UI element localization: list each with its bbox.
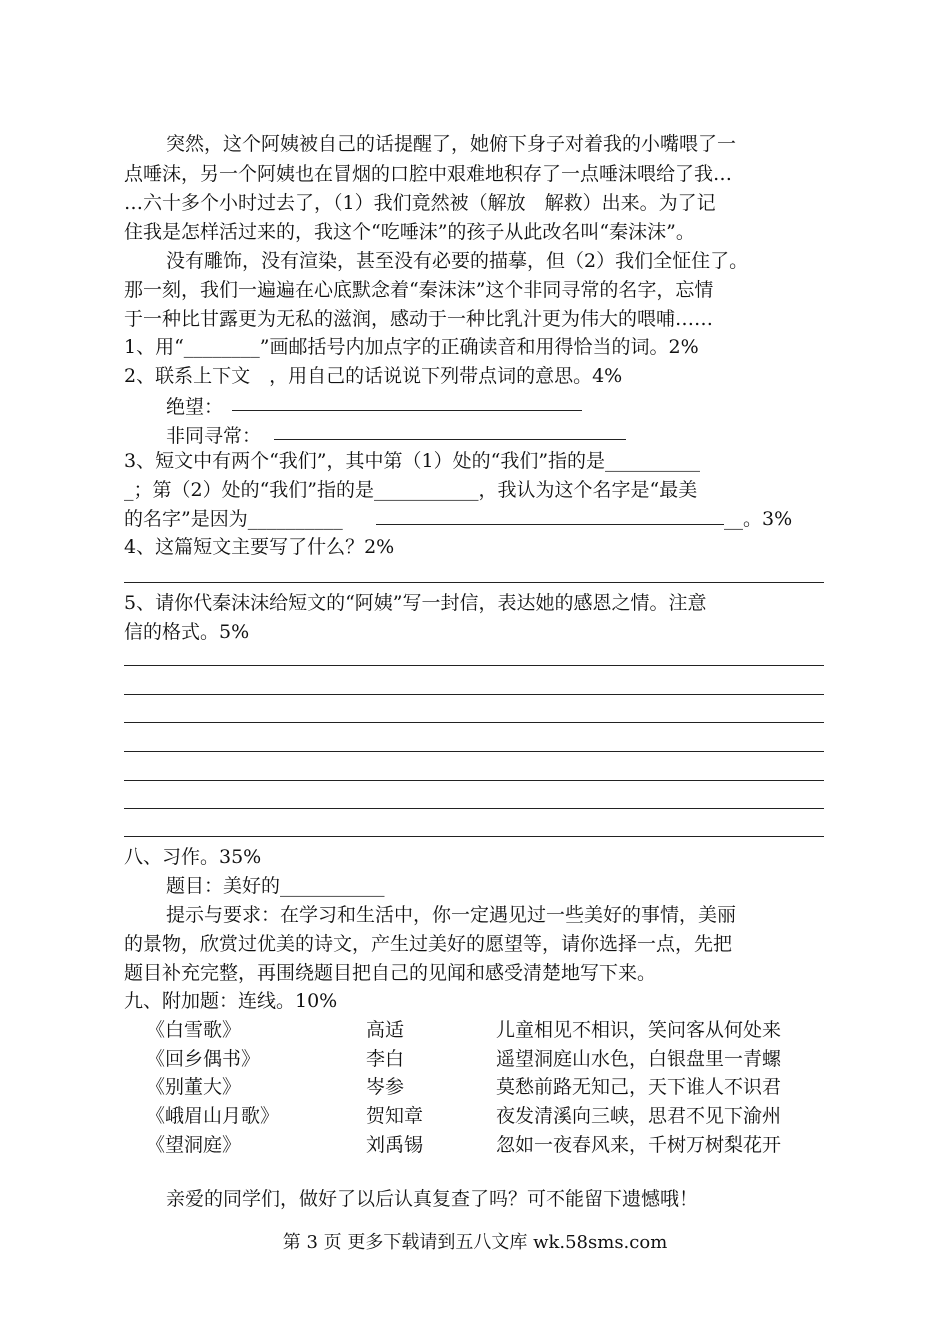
- composition-requirement: 的景物，欣赏过优美的诗文，产生过美好的愿望等，请你选择一点，先把: [124, 933, 733, 955]
- writing-line[interactable]: [124, 836, 824, 837]
- poem-verse[interactable]: 遥望洞庭山水色，白银盘里一青螺: [496, 1048, 782, 1070]
- composition-requirement: 题目补充完整，再围绕题目把自己的见闻和感受清楚地写下来。: [124, 962, 657, 984]
- poem-title[interactable]: 《别董大》: [146, 1076, 242, 1098]
- poet-name[interactable]: 岑参: [366, 1076, 405, 1098]
- writing-line[interactable]: [124, 665, 824, 666]
- passage-line: 于一种比甘露更为无私的滋润，感动于一种比乳汁更为伟大的喂哺……: [124, 308, 714, 330]
- closing-note: 亲爱的同学们，做好了以后认真复查了吗？可不能留下遗憾哦！: [166, 1188, 699, 1210]
- poem-verse[interactable]: 莫愁前路无知己，天下谁人不识君: [496, 1076, 782, 1098]
- answer-line[interactable]: [124, 582, 824, 583]
- writing-line[interactable]: [124, 780, 824, 781]
- poet-name[interactable]: 高适: [366, 1019, 405, 1041]
- question-5-line: 5、请你代秦沫沫给短文的“阿姨”写一封信，表达她的感恩之情。注意: [124, 592, 707, 614]
- question-3-line-end: __。3%: [724, 508, 793, 530]
- question-2a-label: 绝望：: [166, 396, 224, 418]
- poet-name[interactable]: 李白: [366, 1048, 405, 1070]
- passage-line: …六十多个小时过去了，（1）我们竟然被（解放 解救）出来。为了记: [124, 192, 716, 214]
- question-2: 2、联系上下文 ，用自己的话说说下列带点词的意思。4%: [124, 365, 623, 387]
- page-footer: 第 3 页 更多下载请到五八文库 wk.58sms.com: [282, 1232, 668, 1253]
- composition-title: 题目：美好的___________: [166, 875, 385, 897]
- writing-line[interactable]: [124, 751, 824, 752]
- passage-line: 那一刻，我们一遍遍在心底默念着“秦沫沫”这个非同寻常的名字，忘情: [124, 279, 714, 301]
- question-5-line: 信的格式。5%: [124, 621, 250, 643]
- poet-name[interactable]: 贺知章: [366, 1105, 424, 1127]
- poem-title[interactable]: 《望洞庭》: [146, 1134, 242, 1156]
- passage-line: 突然，这个阿姨被自己的话提醒了，她俯下身子对着我的小嘴喂了一: [166, 133, 737, 155]
- poem-verse[interactable]: 夜发清溪向三峡，思君不见下渝州: [496, 1105, 782, 1127]
- poet-name[interactable]: 刘禹锡: [366, 1134, 424, 1156]
- question-4: 4、这篇短文主要写了什么？2%: [124, 536, 395, 558]
- writing-line[interactable]: [124, 808, 824, 809]
- poem-title[interactable]: 《白雪歌》: [146, 1019, 242, 1041]
- question-3-line: _；第（2）处的“我们”指的是___________，我认为这个名字是“最美: [124, 479, 698, 501]
- question-3-line: 的名字”是因为__________: [124, 508, 343, 530]
- poem-title[interactable]: 《峨眉山月歌》: [146, 1105, 280, 1127]
- bonus-heading: 九、附加题：连线。10%: [124, 990, 338, 1012]
- composition-requirement: 提示与要求：在学习和生活中，你一定遇见过一些美好的事情，美丽: [166, 904, 737, 926]
- answer-line[interactable]: [376, 524, 724, 525]
- writing-line[interactable]: [124, 694, 824, 695]
- passage-line: 住我是怎样活过来的，我这个“吃唾沫”的孩子从此改名叫“秦沫沫”。: [124, 221, 695, 243]
- poem-verse[interactable]: 忽如一夜春风来，千树万树梨花开: [496, 1134, 782, 1156]
- passage-line: 没有雕饰，没有渲染，甚至没有必要的描摹，但（2）我们全怔住了。: [166, 250, 749, 272]
- answer-line[interactable]: [232, 410, 582, 411]
- passage-line: 点唾沫，另一个阿姨也在冒烟的口腔中艰难地积存了一点唾沫喂给了我…: [124, 163, 733, 185]
- composition-heading: 八、习作。35%: [124, 846, 262, 868]
- poem-title[interactable]: 《回乡偶书》: [146, 1048, 261, 1070]
- question-2b-label: 非同寻常：: [166, 425, 262, 447]
- answer-line[interactable]: [274, 439, 626, 440]
- poem-verse[interactable]: 儿童相见不相识，笑问客从何处来: [496, 1019, 782, 1041]
- question-3-line: 3、短文中有两个“我们”，其中第（1）处的“我们”指的是__________: [124, 450, 701, 472]
- question-1: 1、用“________”画邮括号内加点字的正确读音和用得恰当的词。2%: [124, 336, 699, 358]
- writing-line[interactable]: [124, 722, 824, 723]
